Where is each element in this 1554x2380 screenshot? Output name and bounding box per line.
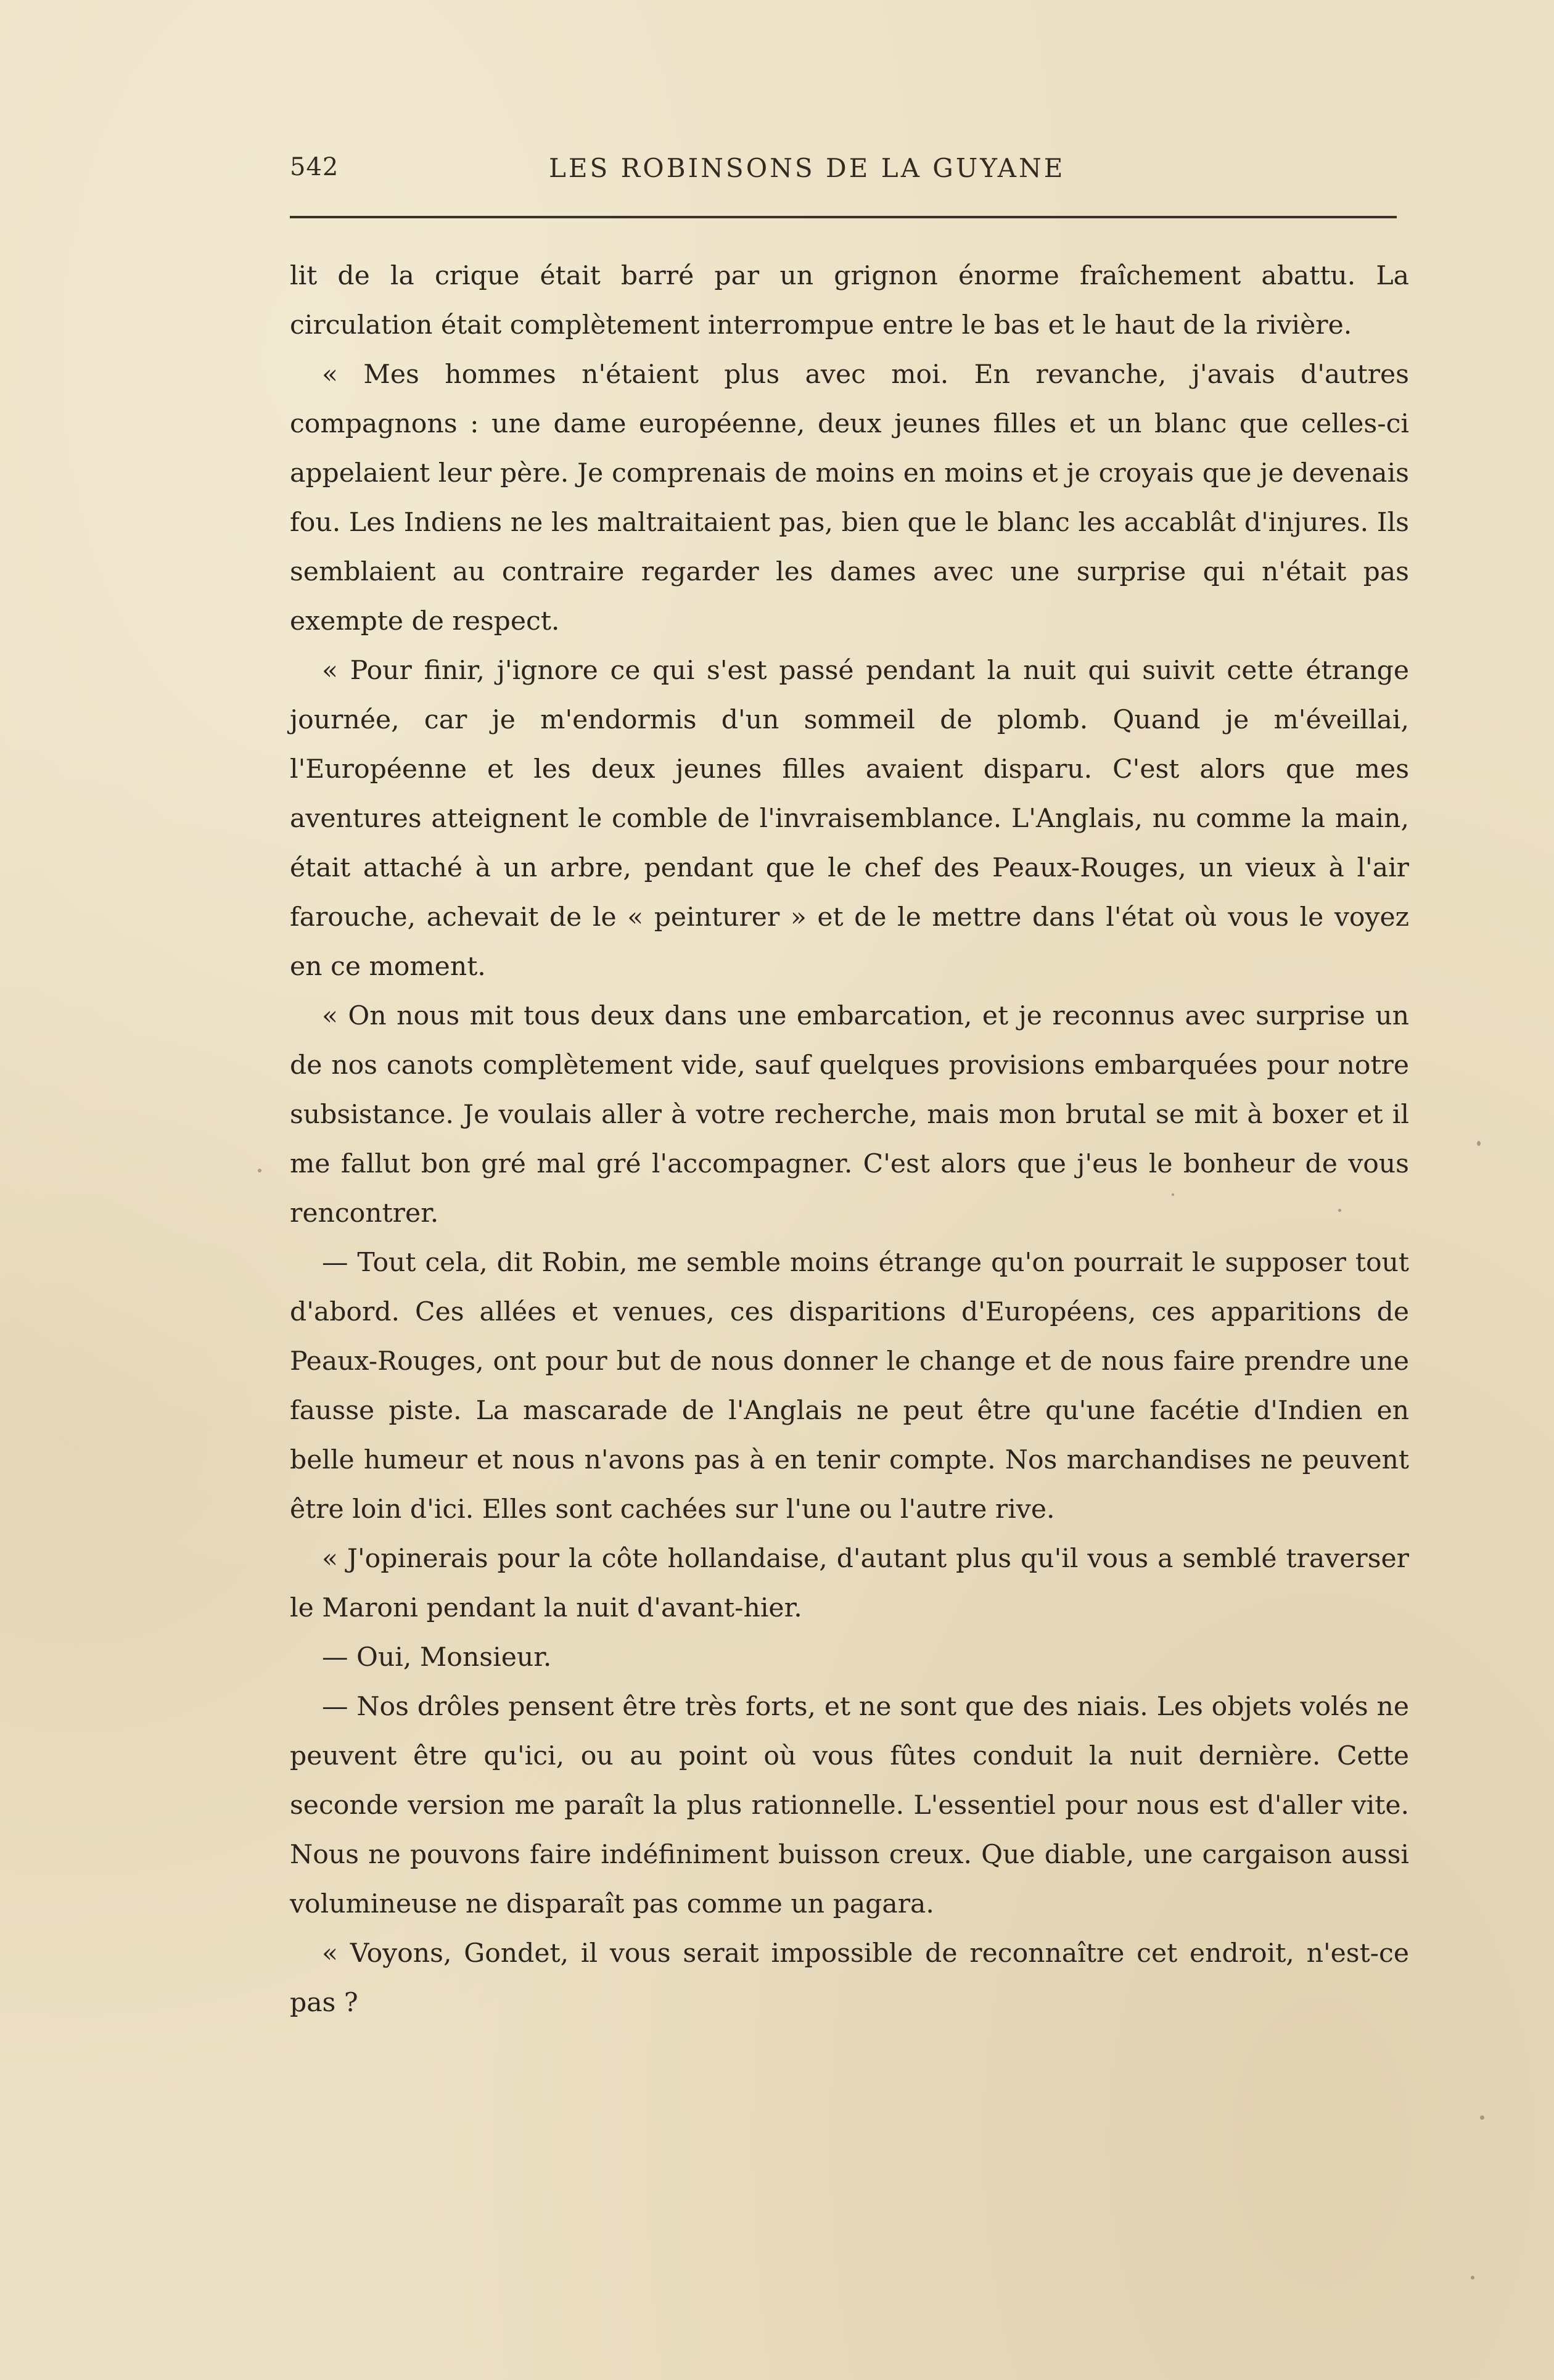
paper-speck bbox=[1471, 2276, 1474, 2279]
header-rule bbox=[290, 216, 1397, 218]
paragraph: « Voyons, Gondet, il vous serait impossible de reconnaître cet endroit, n'est-ce pas ? bbox=[290, 1938, 1409, 2018]
paragraph: — Nos drôles pensent être très forts, et ne sont que des niais. Les objets volés ne peuvent être qu'ici, ou au point où vous fûtes conduit la nuit dernière. Cette seconde version me paraît la plus rationnelle. L'essentiel pour nous est d'aller vite. Nous ne pouvons faire indéfiniment buisson creux. Que diable, une cargaison aussi volumineuse ne disparaît pas comme un pagara. bbox=[290, 1692, 1409, 1919]
paper-speck bbox=[1338, 1209, 1341, 1212]
paragraph: « Mes hommes n'étaient plus avec moi. En revanche, j'avais d'autres compagnons : une dame européenne, deux jeunes filles et un blanc que celles-ci appelaient leur père. Je comprenais de moins en moins et je croyais que je devenais fou. Les Indiens ne les maltraitaient pas, bien que le blanc les accablât d'injures. Ils semblaient au contraire regarder les dames avec une surprise qui n'était pas exempte de respect. bbox=[290, 360, 1409, 636]
paragraph: « On nous mit tous deux dans une embarcation, et je reconnus avec surprise un de nos canots complètement vide, sauf quelques provisions embarquées pour notre subsistance. Je voulais aller à votre recherche, mais mon brutal se mit à boxer et il me fallut bon gré mal gré l'accompagner. C'est alors que j'eus le bonheur de vous rencontrer. bbox=[290, 1001, 1409, 1229]
paper-speck bbox=[1172, 1193, 1174, 1196]
paragraph: « J'opinerais pour la côte hollandaise, d'autant plus qu'il vous a semblé traverser le Maroni pendant la nuit d'avant-hier. bbox=[290, 1544, 1409, 1623]
paragraph: — Oui, Monsieur. bbox=[322, 1642, 552, 1673]
body-text bbox=[290, 252, 1409, 2028]
paragraph: lit de la crique était barré par un grignon énorme fraîchement abattu. La circulation était complètement interrompue entre le bas et le haut de la rivière. bbox=[290, 261, 1409, 340]
paper-speck bbox=[1477, 1141, 1481, 1146]
paper-speck bbox=[1480, 2115, 1484, 2120]
paragraph: — Tout cela, dit Robin, me semble moins étrange qu'on pourrait le supposer tout d'abord. Ces allées et venues, ces disparitions d'Européens, ces apparitions de Peaux-Rouges, ont pour but de nous donner le change et de nous faire prendre une fausse piste. La mascarade de l'Anglais ne peut être qu'une facétie d'Indien en belle humeur et nous n'avons pas à en tenir compte. Nos marchandises ne peuvent être loin d'ici. Elles sont cachées sur l'une ou l'autre rive. bbox=[290, 1248, 1409, 1525]
running-title: LES ROBINSONS DE LA GUYANE bbox=[549, 153, 1066, 183]
page-number: 542 bbox=[290, 153, 339, 181]
paragraph: « Pour finir, j'ignore ce qui s'est passé pendant la nuit qui suivit cette étrange journée, car je m'endormis d'un sommeil de plomb. Quand je m'éveillai, l'Européenne et les deux jeunes filles avaient disparu. C'est alors que mes aventures atteignent le comble de l'invraisemblance. L'Anglais, nu comme la main, était attaché à un arbre, pendant que le chef des Peaux-Rouges, un vieux à l'air farouche, achevait de le « peinturer » et de le mettre dans l'état où vous le voyez en ce moment. bbox=[290, 656, 1409, 982]
page-header bbox=[290, 153, 1400, 196]
paper-speck bbox=[258, 1169, 261, 1172]
